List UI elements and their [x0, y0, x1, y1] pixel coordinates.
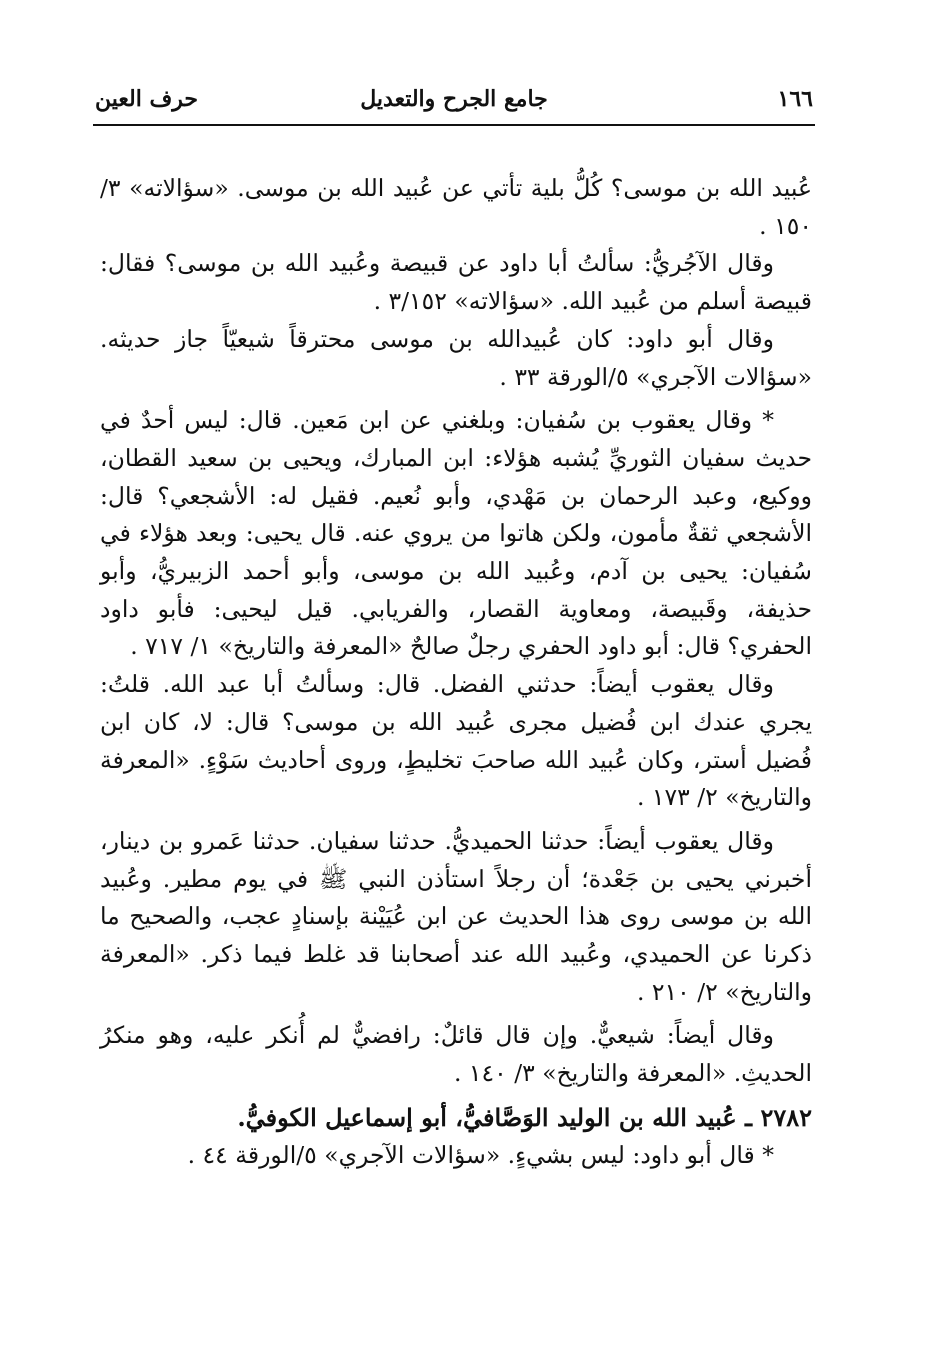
paragraph: عُبيد الله بن موسى؟ كُلُّ بلية تأتي عن عُبيد الله بن موسى. «سؤالاته» ٣/ ١٥٠ . [100, 174, 812, 240]
paragraph: وقال أبو داود: كان عُبيدالله بن موسى محترقاً شيعيّاً جاز حديثه. «سؤالات الآجري» ٥/الورقة ٣٣ . [100, 324, 812, 391]
chapter-title: حرف العين [95, 86, 199, 112]
paragraph: وقال يعقوب أيضاً: حدثنا الحميديُّ. حدثنا سفيان. حدثنا عَمرو بن دينار، أخبرني يحيى بن جَعْدة؛ أن رجلاً استأذن النبي ﷺ في يوم مطير. وعُبيد الله بن موسى روى هذا الحديث عن ابن عُيَيْنة بإسنادٍ عجب، والصحيح ما ذكرنا عن الحميدي، وعُبيد الله عند أصحابنا قد غلط فيما ذكر. «المعرفة والتاريخ» ٢/ ٢١٠ . [100, 826, 812, 1006]
entry-title: ٢٧٨٢ ـ عُبيد الله بن الوليد الوَصَّافيُّ، أبو إسماعيل الكوفيُّ. [237, 1102, 812, 1132]
book-title: جامع الجرح والتعديل [360, 86, 548, 112]
paragraph: وقال الآجُريُّ: سألتُ أبا داود عن قبيصة وعُبيد الله بن موسى؟ فقال: قبيصة أسلم من عُبيد الله. «سؤالاته» ٣/١٥٢ . [100, 249, 812, 316]
header-rule [93, 124, 815, 126]
paragraph: * وقال يعقوب بن سُفيان: وبلغني عن ابن مَعين. قال: ليس أحدٌ في حديث سفيان الثوريِّ يُشبه هؤلاء: ابن المبارك، ويحيى بن سعيد القطان، ووكيع، وعبد الرحمان بن مَهْدي، وأبو نُعيم. فقيل له: الأشجعي؟ قال: الأشجعي ثقةٌ مأمون، ولكن هاتوا من يروي عنه. قال يحيى: وبعد هؤلاء في سُفيان: يحيى بن آدم، وعُبيد الله بن موسى، وأبو أحمد الزبيريُّ، وأبو حذيفة، وقَبيصة، ومعاوية القصار، والفريابي. قيل ليحيى: فأبو داود الحفري؟ قال: أبو داود الحفري رجلٌ صالحٌ «المعرفة والتاريخ» ١/ ٧١٧ . [100, 406, 812, 661]
page-number: ١٦٦ [777, 86, 813, 112]
paragraph: وقال أيضاً: شيعيٌّ. وإن قال قائلٌ: رافضيٌّ لم أُنكر عليه، وهو منكرُ الحديثِ. «المعرفة والتاريخ» ٣/ ١٤٠ . [100, 1021, 812, 1088]
paragraph: وقال يعقوب أيضاً: حدثني الفضل. قال: وسألتُ أبا عبد الله. قلتُ: يجري عندك ابن فُضيل مجرى عُبيد الله بن موسى؟ قال: لا، كان ابن فُضيل أستر، وكان عُبيد الله صاحبَ تخليطٍ، وروى أحاديث سَوْءٍ. «المعرفة والتاريخ» ٢/ ١٧٣ . [100, 670, 812, 812]
entry-text: * قال أبو داود: ليس بشيءٍ. «سؤالات الآجري» ٥/الورقة ٤٤ . [187, 1140, 774, 1169]
page-body [100, 170, 812, 1174]
page-header [95, 80, 813, 122]
